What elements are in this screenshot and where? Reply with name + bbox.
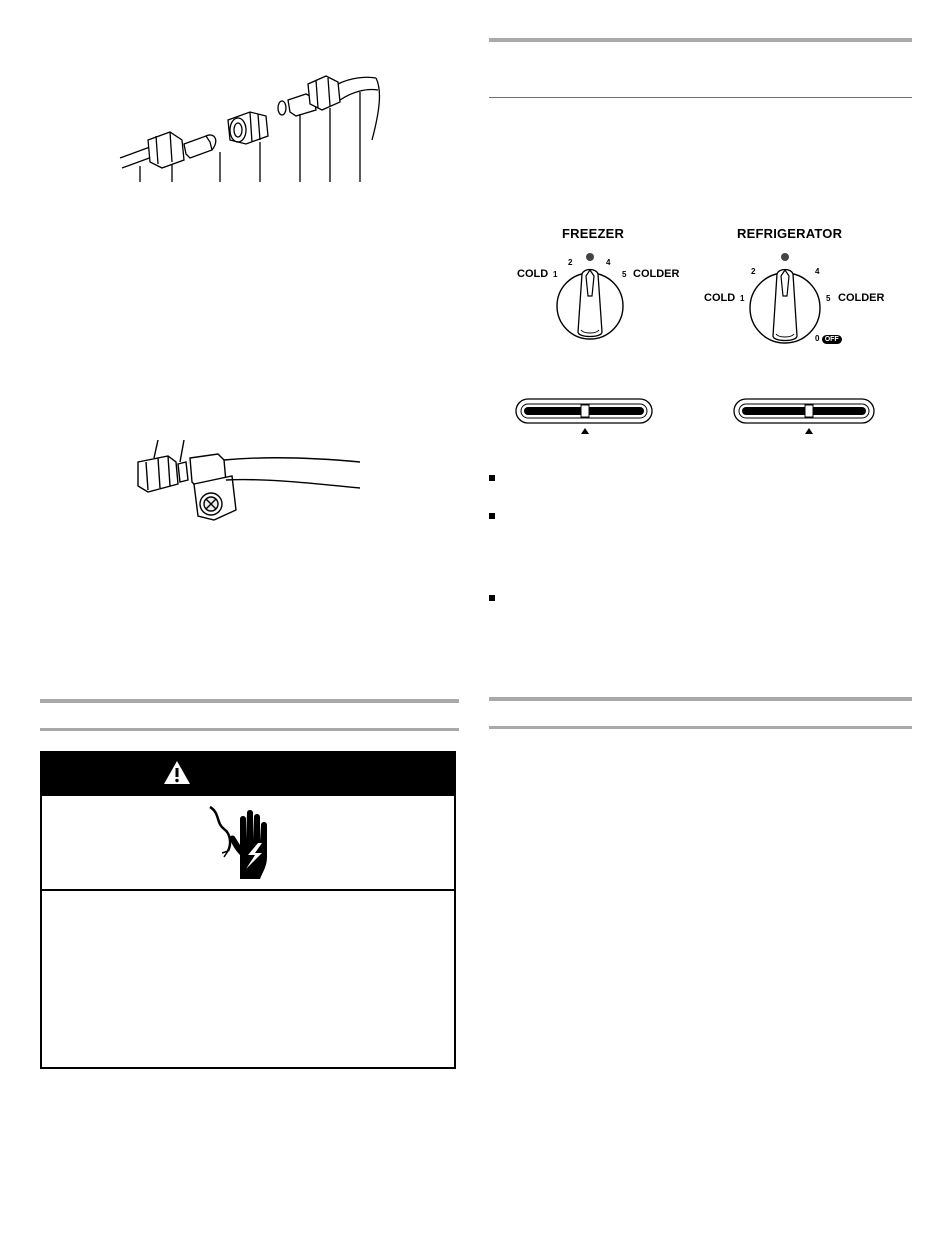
refrigerator-title: REFRIGERATOR — [737, 226, 843, 241]
refrigerator-cold-label: COLD — [704, 292, 736, 304]
section-divider — [40, 728, 459, 731]
section-divider — [40, 699, 459, 703]
freezer-dial[interactable] — [552, 250, 632, 350]
warning-triangle-icon — [162, 759, 192, 786]
refrigerator-slider[interactable] — [733, 398, 875, 438]
freezer-title: FREEZER — [562, 226, 625, 241]
freezer-colder-label: COLDER — [633, 268, 680, 280]
list-bullet — [489, 475, 495, 481]
section-divider — [489, 697, 912, 701]
refrigerator-off-number: 0 — [815, 334, 820, 343]
section-divider — [489, 97, 912, 98]
warning-box — [40, 751, 456, 1069]
refrigerator-colder-label: COLDER — [838, 292, 885, 304]
electrical-shock-hand-icon — [202, 803, 282, 883]
section-divider — [489, 38, 912, 42]
freezer-setting-4: 4 — [606, 258, 611, 267]
refrigerator-off-badge: OFF — [822, 335, 842, 344]
section-divider — [489, 726, 912, 729]
list-bullet — [489, 513, 495, 519]
list-bullet — [489, 595, 495, 601]
refrigerator-setting-2: 2 — [751, 267, 756, 276]
water-valve-tubing-icon — [128, 440, 368, 525]
freezer-setting-5: 5 — [622, 270, 627, 279]
compression-fitting-exploded-icon — [110, 70, 390, 185]
warning-header — [42, 753, 454, 796]
refrigerator-setting-4: 4 — [815, 267, 820, 276]
refrigerator-setting-1: 1 — [740, 294, 745, 303]
refrigerator-dial[interactable] — [745, 250, 825, 355]
warning-separator — [42, 889, 454, 891]
freezer-setting-2: 2 — [568, 258, 573, 267]
freezer-cold-label: COLD — [517, 268, 549, 280]
refrigerator-setting-5: 5 — [826, 294, 831, 303]
freezer-slider[interactable] — [515, 398, 653, 438]
freezer-setting-1: 1 — [553, 270, 558, 279]
